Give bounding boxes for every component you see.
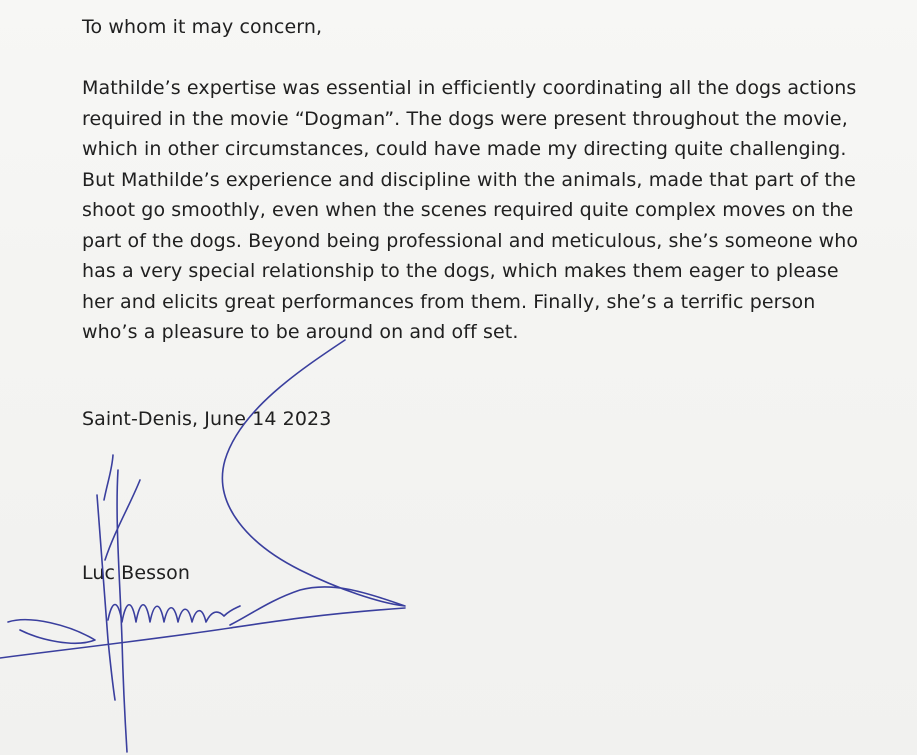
signatory-name: Luc Besson xyxy=(82,562,190,584)
signature-baseline xyxy=(0,608,405,658)
body-line: required in the movie “Dogman”. The dogs were present throughout the movie, xyxy=(82,107,848,130)
signature-wave xyxy=(108,605,240,623)
body-line: her and elicits great performances from them. Finally, she’s a terrific person xyxy=(82,290,816,313)
signature-initial-stroke xyxy=(105,480,140,560)
dateline: Saint-Denis, June 14 2023 xyxy=(82,408,332,430)
signature-initial-stroke xyxy=(117,470,127,752)
signature-initial-stroke xyxy=(104,455,113,500)
body-line: has a very special relationship to the dogs, which makes them eager to please xyxy=(82,260,839,282)
body-line: shoot go smoothly, even when the scenes required quite complex moves on the xyxy=(82,199,854,221)
body-line: part of the dogs. Beyond being professional and meticulous, she’s someone who xyxy=(82,229,859,252)
body-line: which in other circumstances, could have made my directing quite challenging. xyxy=(82,138,847,160)
body-line: who’s a pleasure to be around on and off set. xyxy=(82,321,519,343)
signature-flourish-loop xyxy=(222,340,405,625)
letter-body xyxy=(82,73,858,348)
body-line: But Mathilde’s experience and discipline with the animals, made that part of the xyxy=(82,168,856,191)
body-line: Mathilde’s expertise was essential in efficiently coordinating all the dogs actions xyxy=(82,77,857,99)
signature-initial-stroke xyxy=(97,495,115,700)
signature-left-loop xyxy=(8,620,95,644)
salutation: To whom it may concern, xyxy=(82,16,323,38)
